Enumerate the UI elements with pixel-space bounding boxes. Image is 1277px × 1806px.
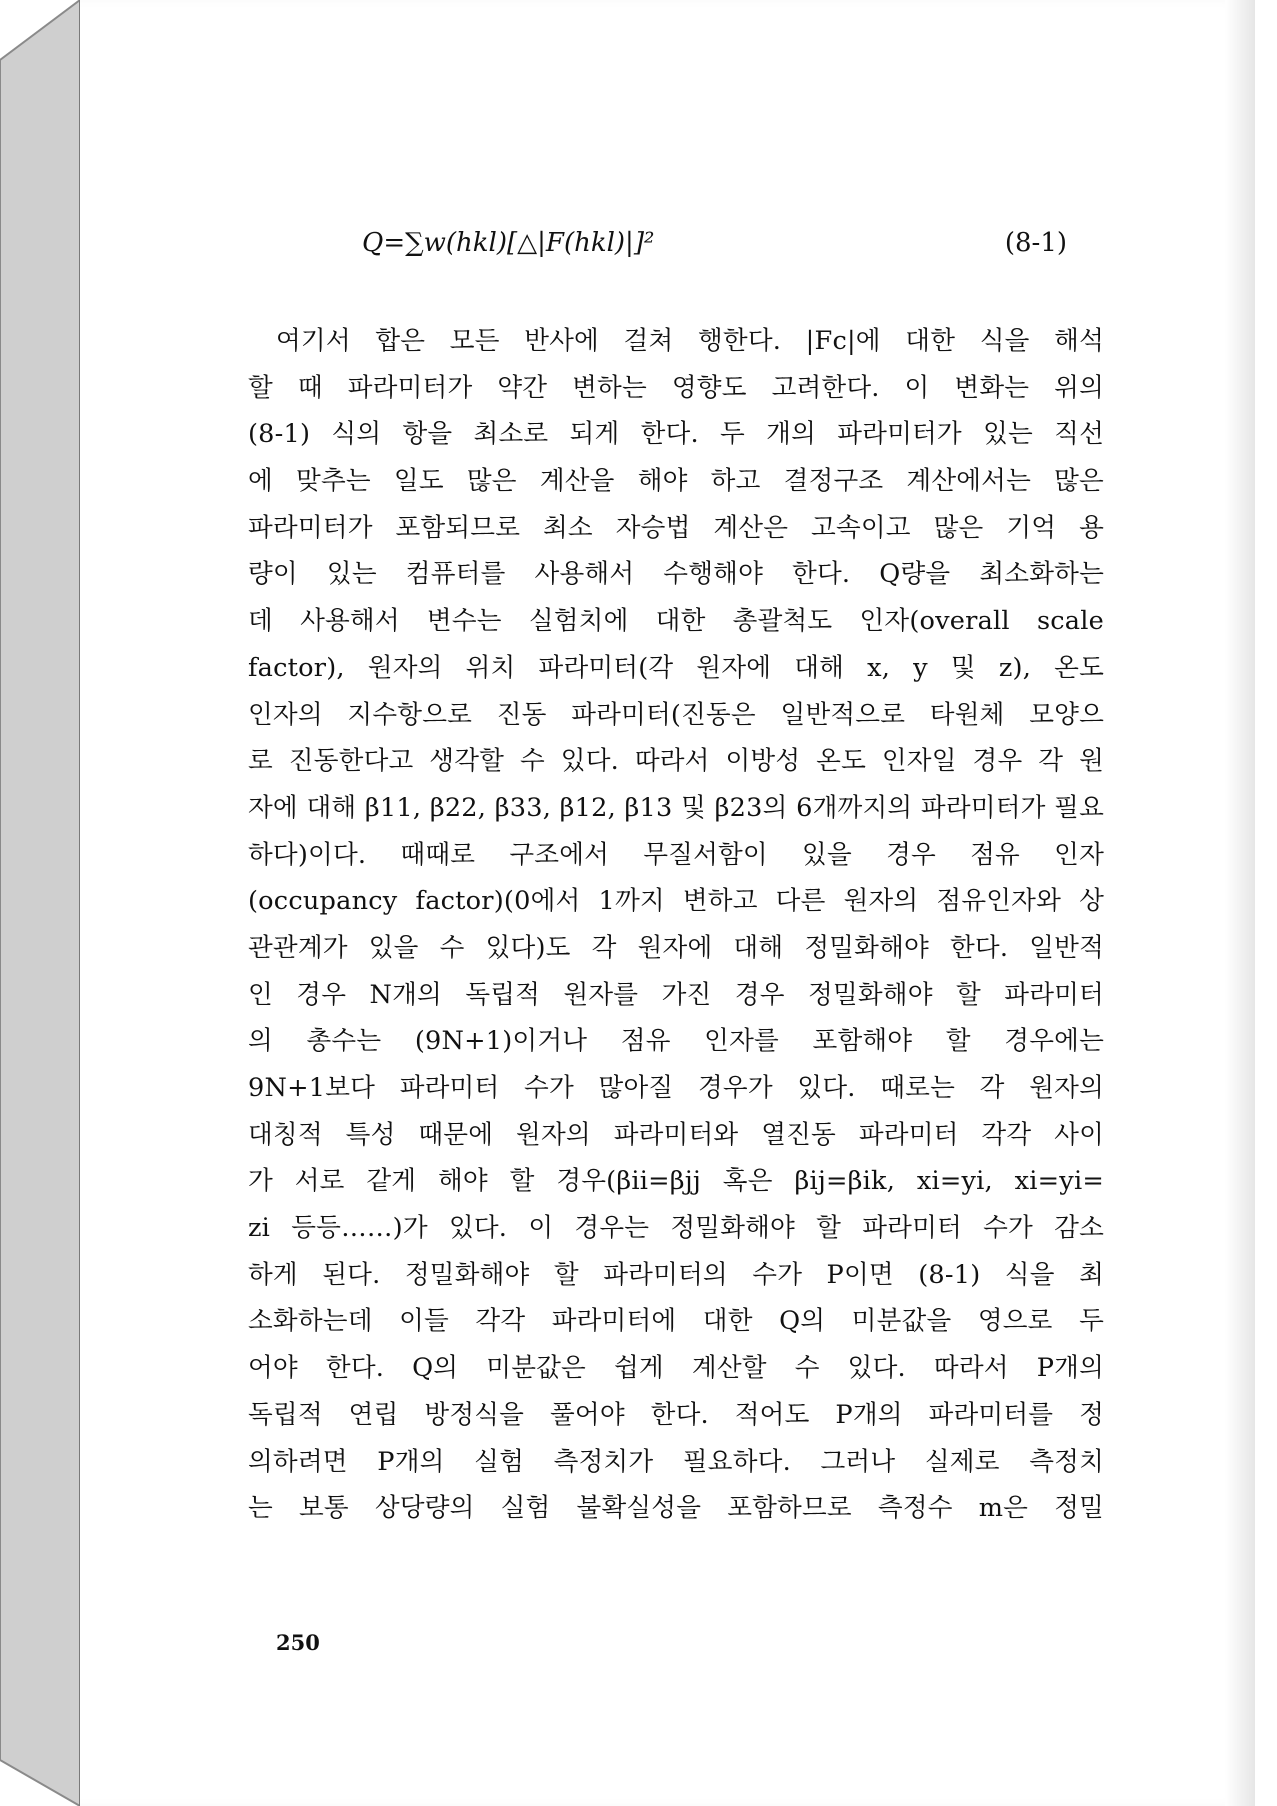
text-line: (occupancy factor)(0에서 1까지 변하고 다른 원자의 점유인자와 상	[248, 886, 1104, 917]
text-line: 의하려면 P개의 실험 측정치가 필요하다. 그러나 실제로 측정치	[248, 1446, 1104, 1477]
text-line: 독립적 연립 방정식을 풀어야 한다. 적어도 P개의 파라미터를 정	[248, 1399, 1104, 1430]
text-line: 파라미터가 포함되므로 최소 자승법 계산은 고속이고 많은 기억 용	[248, 512, 1104, 543]
equation-number: (8-1)	[1004, 228, 1067, 258]
equation-8-1	[362, 228, 1082, 268]
text-line: (8-1) 식의 항을 최소로 되게 한다. 두 개의 파라미터가 있는 직선	[248, 419, 1104, 450]
text-line: zi 등등……)가 있다. 이 경우는 정밀화해야 할 파라미터 수가 감소	[248, 1213, 1104, 1244]
text-line: 소화하는데 이들 각각 파라미터에 대한 Q의 미분값을 영으로 두	[248, 1306, 1104, 1337]
text-line: 하다)이다. 때때로 구조에서 무질서함이 있을 경우 점유 인자	[248, 839, 1104, 870]
text-line: 인 경우 N개의 독립적 원자를 가진 경우 정밀화해야 할 파라미터	[248, 979, 1104, 1010]
page-number: 250	[276, 1630, 320, 1655]
text-line: 9N+1보다 파라미터 수가 많아질 경우가 있다. 때로는 각 원자의	[248, 1073, 1104, 1103]
text-line: 에 맞추는 일도 많은 계산을 해야 하고 결정구조 계산에서는 많은	[248, 466, 1104, 497]
text-line: 대칭적 특성 때문에 원자의 파라미터와 열진동 파라미터 각각 사이	[248, 1119, 1104, 1150]
equation-body: Q=∑w(hkl)[△|F(hkl)|]²	[362, 228, 655, 258]
text-line: 데 사용해서 변수는 실험치에 대한 총괄척도 인자(overall scale	[248, 606, 1104, 637]
text-line: 하게 된다. 정밀화해야 할 파라미터의 수가 P이면 (8-1) 식을 최	[248, 1259, 1104, 1290]
text-line: 관관계가 있을 수 있다)도 각 원자에 대해 정밀화해야 한다. 일반적	[248, 932, 1104, 963]
text-line: 할 때 파라미터가 약간 변하는 영향도 고려한다. 이 변화는 위의	[248, 372, 1104, 403]
text-line: 량이 있는 컴퓨터를 사용해서 수행해야 한다. Q량을 최소화하는	[248, 559, 1104, 590]
text-line: 는 보통 상당량의 실험 불확실성을 포함하므로 측정수 m은 정밀	[248, 1493, 1104, 1524]
text-line: 의 총수는 (9N+1)이거나 점유 인자를 포함해야 할 경우에는	[248, 1026, 1104, 1057]
body-paragraph	[248, 318, 1104, 1532]
page-right-shadow	[1225, 0, 1255, 1806]
text-line: 어야 한다. Q의 미분값은 쉽게 계산할 수 있다. 따라서 P개의	[248, 1353, 1104, 1384]
text-line: 인자의 지수항으로 진동 파라미터(진동은 일반적으로 타원체 모양으	[248, 699, 1104, 730]
text-line: factor), 원자의 위치 파라미터(각 원자에 대해 x, y 및 z), 온도	[248, 652, 1104, 683]
text-line: 자에 대해 β11, β22, β33, β12, β13 및 β23의 6개까지의 파라미터가 필요	[248, 792, 1104, 823]
text-line: 로 진동한다고 생각할 수 있다. 따라서 이방성 온도 인자일 경우 각 원	[248, 746, 1104, 777]
text-line: 여기서 합은 모든 반사에 걸쳐 행한다. |Fc|에 대한 식을 해석	[276, 326, 1104, 356]
text-line: 가 서로 같게 해야 할 경우(βii=βjj 혹은 βij=βik, xi=yi, xi=yi=	[248, 1166, 1104, 1197]
